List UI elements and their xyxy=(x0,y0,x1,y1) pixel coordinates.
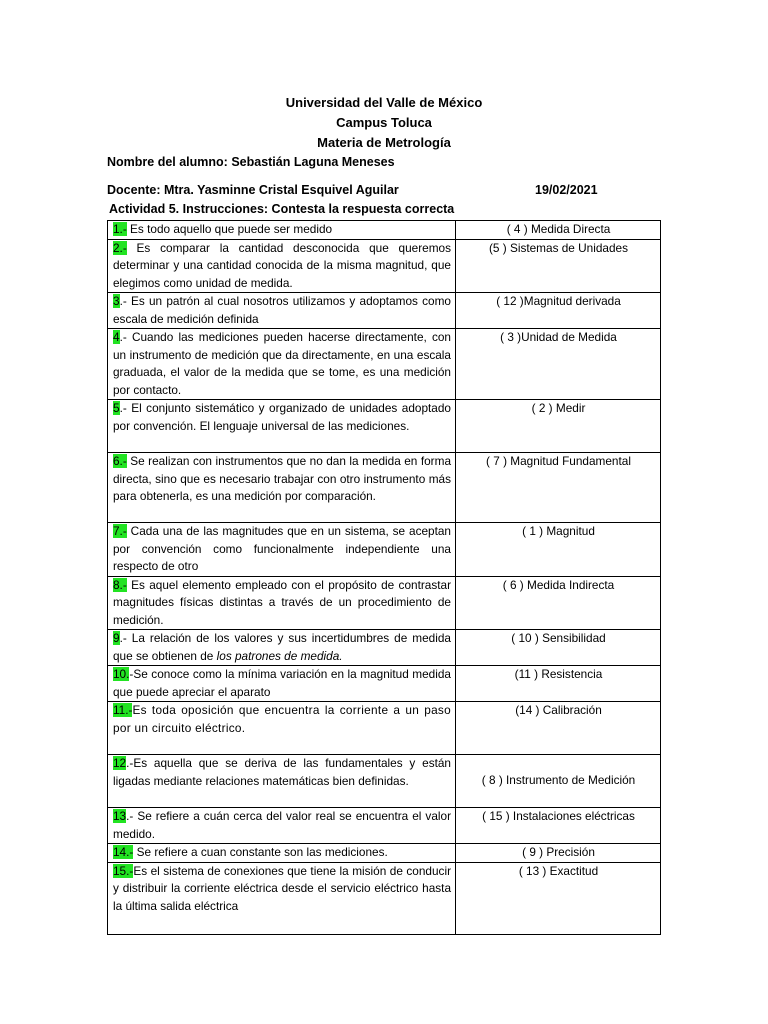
answer-cell: ( 2 ) Medir xyxy=(456,400,661,453)
teacher-name: Docente: Mtra. Yasminne Cristal Esquivel Aguilar xyxy=(107,183,399,197)
instructions: Actividad 5. Instrucciones: Contesta la respuesta correcta xyxy=(109,202,455,216)
question-cell xyxy=(108,329,456,400)
question-number: 2.- xyxy=(113,240,127,255)
campus-title: Campus Toluca xyxy=(336,115,432,130)
question-text: .- La relación de los valores y sus incertidumbres de medida que se obtienen de xyxy=(113,631,451,663)
answer-cell: ( 3 )Unidad de Medida xyxy=(456,329,661,400)
question-cell xyxy=(108,453,456,523)
question-cell xyxy=(108,808,456,844)
answer-cell: ( 12 )Magnitud derivada xyxy=(456,293,661,329)
question-cell xyxy=(108,239,456,293)
question-italic-text: los patrones de medida. xyxy=(216,648,343,663)
question-cell xyxy=(108,844,456,863)
question-number: 9 xyxy=(113,631,120,645)
table-row xyxy=(108,221,661,240)
question-number: 7.- xyxy=(113,524,127,538)
table-row xyxy=(108,293,661,329)
question-text: Es comparar la cantidad desconocida que queremos determinar y una cantidad conocida de la misma magnitud, que elegimos como unidad de medida. xyxy=(113,240,451,290)
question-number: 6.- xyxy=(113,454,127,468)
answer-cell: ( 9 ) Precisión xyxy=(456,844,661,863)
question-cell xyxy=(108,755,456,808)
table-row xyxy=(108,239,661,293)
answer-cell: ( 13 ) Exactitud xyxy=(456,862,661,934)
student-name: Nombre del alumno: Sebastián Laguna Meneses xyxy=(107,155,395,169)
question-cell xyxy=(108,702,456,755)
answer-cell: ( 4 ) Medida Directa xyxy=(456,221,661,240)
table-row xyxy=(108,400,661,453)
question-number: 12 xyxy=(113,756,127,770)
question-text: Es toda oposición que encuentra la corriente a un paso por un circuito eléctrico. xyxy=(113,703,451,735)
table-row xyxy=(108,844,661,863)
answer-cell: ( 7 ) Magnitud Fundamental xyxy=(456,453,661,523)
question-cell xyxy=(108,523,456,577)
table-row xyxy=(108,862,661,934)
question-number: 10. xyxy=(113,667,130,681)
answer-cell: (14 ) Calibración xyxy=(456,702,661,755)
question-cell xyxy=(108,666,456,702)
question-cell xyxy=(108,293,456,329)
answer-cell: ( 15 ) Instalaciones eléctricas xyxy=(456,808,661,844)
table-row xyxy=(108,453,661,523)
table-row xyxy=(108,702,661,755)
answer-cell: (5 ) Sistemas de Unidades xyxy=(456,239,661,293)
question-number: 14.- xyxy=(113,845,134,859)
question-cell xyxy=(108,630,456,666)
question-text: .- Se refiere a cuán cerca del valor real se encuentra el valor medido. xyxy=(113,809,451,841)
question-text: .- Cuando las mediciones pueden hacerse directamente, con un instrumento de medición que da directamente, en una escala graduada, el valor de la medida que se tome, es una medición por contacto. xyxy=(113,330,451,397)
question-text: Cada una de las magnitudes que en un sistema, se aceptan por convención como funcionalmente independiente una respecto de otro xyxy=(113,524,451,573)
question-cell xyxy=(108,576,456,630)
answer-cell: (11 ) Resistencia xyxy=(456,666,661,702)
question-table xyxy=(107,220,661,935)
table-row xyxy=(108,523,661,577)
question-number: 5 xyxy=(113,401,120,415)
table-row xyxy=(108,808,661,844)
university-title: Universidad del Valle de México xyxy=(285,95,483,110)
question-number: 11.- xyxy=(113,703,133,717)
table-row xyxy=(108,755,661,808)
question-text: .-Es aquella que se deriva de las fundamentales y están ligadas mediante relaciones matemáticas bien definidas. xyxy=(113,756,451,788)
question-text: Se realizan con instrumentos que no dan la medida en forma directa, sino que es necesario trabajar con otro instrumento más para obtenerla, es una medición por comparación. xyxy=(113,454,451,503)
question-cell xyxy=(108,862,456,934)
question-text: -Se conoce como la mínima variación en la magnitud medida que puede apreciar el aparato xyxy=(113,667,451,699)
table-row xyxy=(108,630,661,666)
question-number: 8.- xyxy=(113,577,127,592)
answer-cell: ( 8 ) Instrumento de Medición xyxy=(456,755,661,808)
question-number: 1.- xyxy=(113,222,127,236)
question-text: Es todo aquello que puede ser medido xyxy=(126,222,333,236)
answer-cell: ( 6 ) Medida Indirecta xyxy=(456,576,661,630)
question-text: .- Es un patrón al cual nosotros utilizamos y adoptamos como escala de medición definida xyxy=(113,294,451,326)
table-row xyxy=(108,576,661,630)
question-text: Es el sistema de conexiones que tiene la misión de conducir y distribuir la corriente eléctrica desde el servicio eléctrico hasta la última salida eléctrica xyxy=(113,863,451,913)
subject-title: Materia de Metrología xyxy=(317,135,451,150)
question-text: Es aquel elemento empleado con el propósito de contrastar magnitudes físicas distintas a través de un procedimiento de medición. xyxy=(113,577,451,627)
table-row xyxy=(108,329,661,400)
answer-cell: ( 1 ) Magnitud xyxy=(456,523,661,577)
table-row xyxy=(108,666,661,702)
date: 19/02/2021 xyxy=(535,183,598,197)
answer-cell: ( 10 ) Sensibilidad xyxy=(456,630,661,666)
question-cell xyxy=(108,400,456,453)
question-text: .- El conjunto sistemático y organizado de unidades adoptado por convención. El lenguaje universal de las mediciones. xyxy=(113,401,451,433)
question-text: Se refiere a cuan constante son las mediciones. xyxy=(133,845,388,859)
question-cell xyxy=(108,221,456,240)
question-number: 4 xyxy=(113,330,120,344)
question-number: 15.- xyxy=(113,863,134,878)
question-number: 3 xyxy=(113,294,120,308)
question-number: 13 xyxy=(113,809,127,823)
